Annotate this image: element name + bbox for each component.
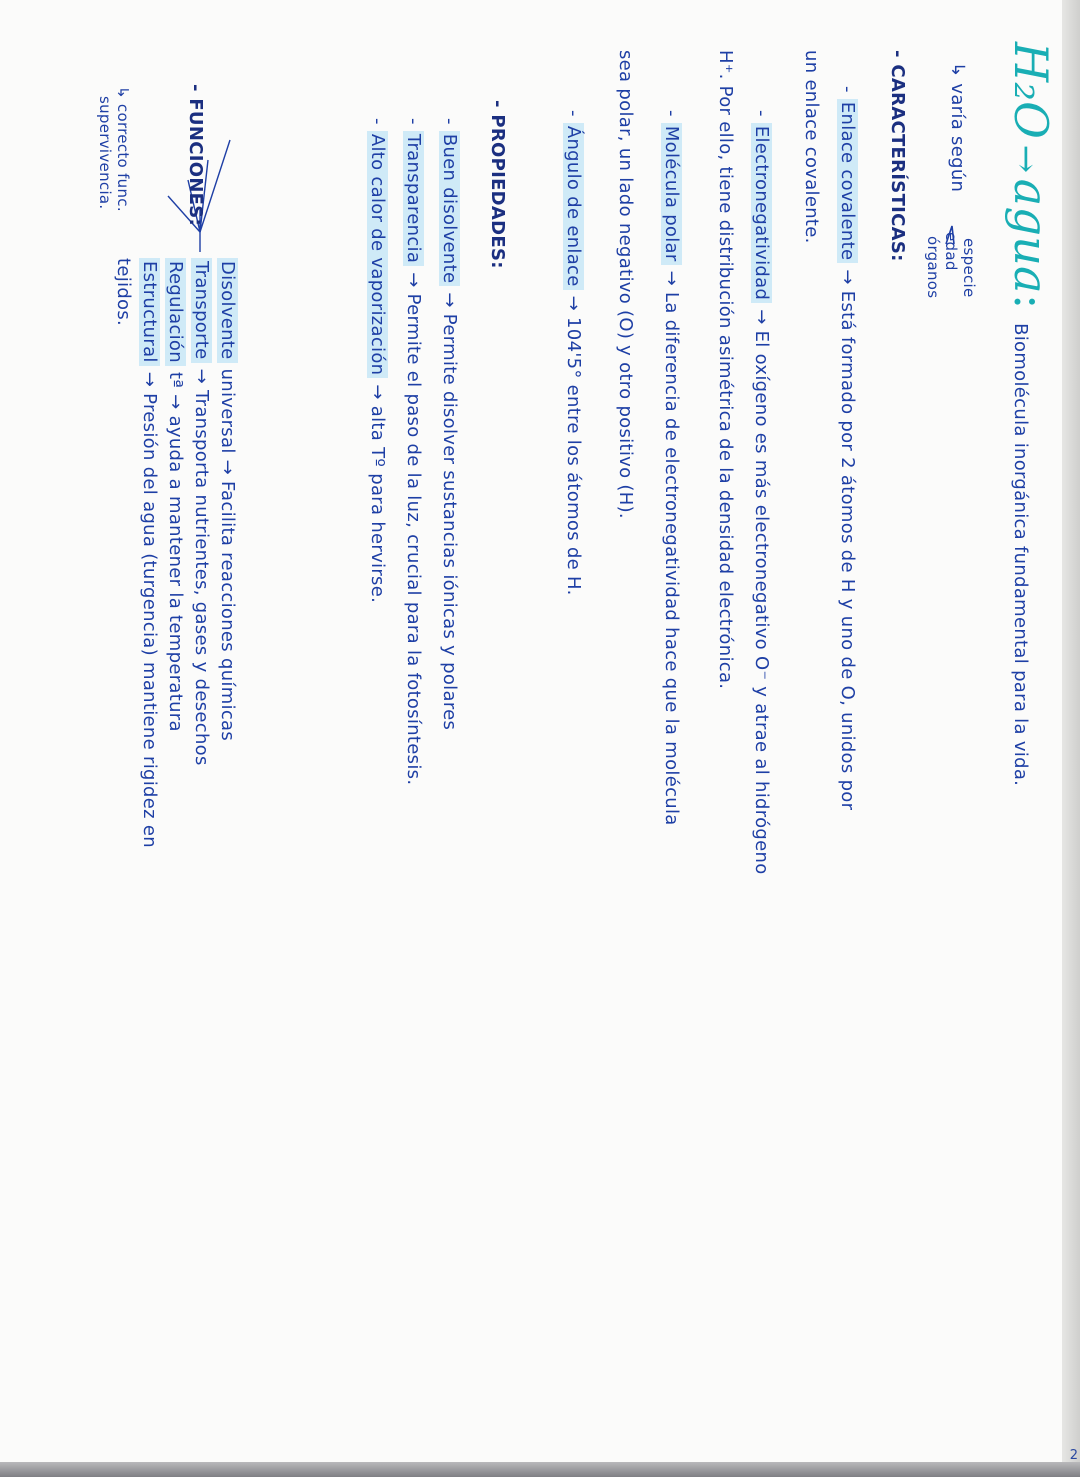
propiedad-term-1: Buen disolvente [439,131,460,287]
funcion-item-2 [191,258,212,766]
caracteristicas-heading: - CARACTERÍSTICAS: [887,50,908,262]
varies-label: ↳ varía según [947,62,968,193]
funcion-text-4: → Presión del agua (turgencia) mantiene rigidez en [139,371,160,848]
enlace-line: - Enlace covalente → Está formado por 2 átomos de H y uno de O, unidos por [837,86,858,811]
funcion-term-3: Regulación [165,258,186,366]
funcion-text-5: tejidos. [113,258,134,327]
enlace-text: → Está formado por 2 átomos de H y uno de O, unidos por [837,269,858,811]
propiedad-text-2: → Permite el paso de la luz, crucial para la fotosíntesis. [403,272,424,786]
propiedad-item-2: - Transparencia → Permite el paso de la luz, crucial para la fotosíntesis. [403,118,424,786]
varies-item-edad: edad [942,232,960,271]
polar-text: → La diferencia de electronegatividad hace que la molécula [661,270,682,826]
varies-item-organos: órganos [924,236,942,299]
propiedad-item-3: - Alto calor de vaporización → alta Tº para hervirse. [367,118,388,604]
funciones-note-2: supervivencia. [96,96,114,210]
electro-text: → El oxígeno es más electronegativo O⁻ y atrae al hidrógeno [751,309,772,875]
funcion-text-3: tª → ayuda a mantener la temperatura [165,372,186,732]
funcion-term-2: Transporte [191,258,212,363]
title-definition: Biomolécula inorgánica fundamental para la vida. [1010,323,1031,787]
funcion-item-4 [139,258,160,848]
funcion-item-3 [165,258,186,732]
funcion-item-5 [113,258,134,326]
enlace-term: Enlace covalente [837,99,858,264]
funciones-note-1: ↳ correcto func. [114,86,132,212]
propiedad-text-1: → Permite disolver sustancias iónicas y polares [439,292,460,731]
title: H₂O → agua: Biomolécula inorgánica fundamental para la vida. [1004,42,1058,787]
propiedad-item-1: - Buen disolvente → Permite disolver sustancias iónicas y polares [439,118,460,731]
funcion-text-2: → Transporta nutrientes, gases y desechos [191,368,212,766]
title-arrow: → [1006,144,1046,174]
electro-term: Electronegatividad [751,123,772,303]
angulo-term: Ángulo de enlace [563,123,584,290]
polar-term: Molécula polar [661,123,682,265]
varies-item-especie: especie [960,238,978,298]
polar-line: - Molécula polar → La diferencia de electronegatividad hace que la molécula [661,110,682,826]
funcion-term-4: Estructural [139,258,160,366]
propiedad-term-2: Transparencia [403,131,424,266]
propiedad-text-3: → alta Tº para hervirse. [367,384,388,604]
polar-line2: sea polar, un lado negativo (O) y otro positivo (H). [615,50,636,519]
electro-line2: H⁺. Por ello, tiene distribución asimétrica de la densidad electrónica. [715,50,736,690]
propiedades-heading: - PROPIEDADES: [487,100,508,269]
angulo-line: - Ángulo de enlace → 104'5° entre los átomos de H. [563,110,584,596]
funcion-term-1: Disolvente [217,258,238,363]
electro-line: - Electronegatividad → El oxígeno es más electronegativo O⁻ y atrae al hidrógeno [751,110,772,875]
funcion-text-1: universal → Facilita reacciones químicas [217,368,238,742]
propiedad-term-3: Alto calor de vaporización [367,131,388,379]
funciones-heading: - FUNCIONES: [185,84,206,227]
title-formula: H₂O [1004,42,1058,140]
angulo-text: → 104'5° entre los átomos de H. [563,295,584,596]
title-word: agua [1004,178,1058,294]
page-number: 2 [1069,1448,1078,1463]
enlace-line2: un enlace covalente. [801,50,822,244]
funcion-item-1 [217,258,238,741]
